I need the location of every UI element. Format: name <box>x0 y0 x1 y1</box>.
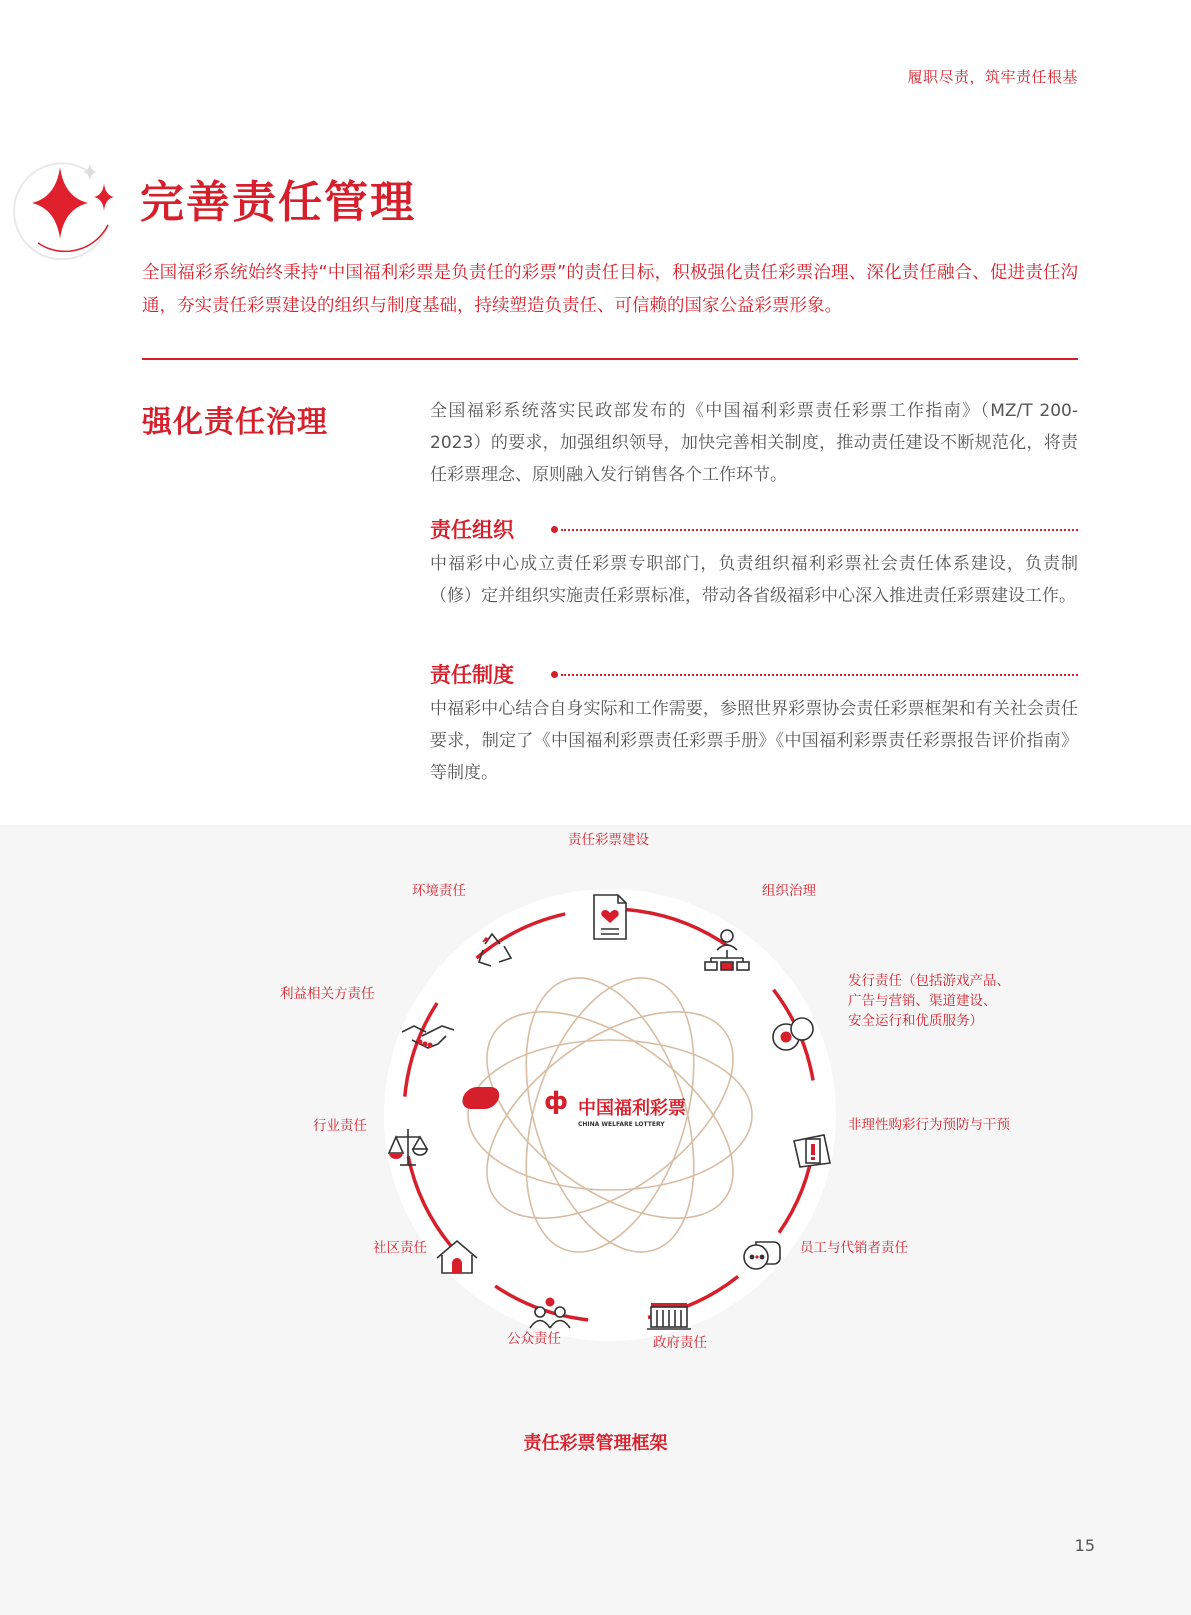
label-issuance-line-1: 发行责任（包括游戏产品、 <box>848 973 1010 989</box>
framework-panel <box>0 825 1191 1615</box>
star-emblem-icon <box>8 155 120 260</box>
framework-caption: 责任彩票管理框架 <box>523 1433 668 1454</box>
subsection-text: 中福彩中心结合自身实际和工作需要，参照世界彩票协会责任彩票框架和有关社会责任要求，制定了《中国福利彩票责任彩票手册》《中国福利彩票责任彩票报告评价指南》等制度。 <box>430 699 1078 783</box>
label-issuance-line-3: 安全运行和优质服务） <box>848 1013 983 1029</box>
subsection-title: 责任组织 <box>430 518 514 542</box>
label-industry: 行业责任 <box>313 1118 367 1134</box>
label-org-governance: 组织治理 <box>762 883 816 899</box>
bullet-dot <box>551 526 558 533</box>
label-staff-retailer: 员工与代销者责任 <box>800 1240 908 1256</box>
government-building-icon <box>647 1303 691 1329</box>
section-body: 全国福彩系统落实民政部发布的《中国福利彩票责任彩票工作指南》（MZ/T 200-2023）的要求，加强组织领导，加快完善相关制度，推动责任建设不断规范化，将责任彩票理念、原则融入发行销售各个工作环节。 <box>430 401 1078 485</box>
bullet-dot <box>551 671 558 678</box>
svg-text:ф: ф <box>544 1087 568 1115</box>
framework-diagram <box>0 825 1191 1615</box>
intro-paragraph: 全国福彩系统始终秉持“中国福利彩票是负责任的彩票”的责任目标，积极强化责任彩票治理、深化责任融合、促进责任沟通，夯实责任彩票建设的组织与制度基础，持续塑造负责任、可信赖的国家公益彩票形象。 <box>142 263 1078 316</box>
page-number: 15 <box>1074 1536 1095 1555</box>
label-environment: 环境责任 <box>412 883 466 899</box>
subsection-organization <box>430 514 1078 612</box>
page-title: 完善责任管理 <box>140 177 416 228</box>
section-title: 强化责任治理 <box>142 405 328 440</box>
dotted-rule <box>561 674 1078 676</box>
label-lottery-building: 责任彩票建设 <box>568 832 649 848</box>
label-government: 政府责任 <box>653 1335 707 1351</box>
label-irrational-play: 非理性购彩行为预防与干预 <box>848 1117 1010 1133</box>
label-issuance-line-2: 广告与营销、渠道建设、 <box>848 993 997 1009</box>
header-tagline: 履职尽责，筑牢责任根基 <box>907 68 1078 86</box>
logo-en-text: CHINA WELFARE LOTTERY <box>578 1121 665 1128</box>
dotted-rule <box>561 529 1078 531</box>
label-stakeholder: 利益相关方责任 <box>280 986 375 1002</box>
logo-cn-text: 中国福利彩票 <box>578 1098 686 1119</box>
label-community: 社区责任 <box>373 1240 427 1256</box>
subsection-text: 中福彩中心成立责任彩票专职部门，负责组织福利彩票社会责任体系建设，负责制（修）定并组织实施责任彩票标准，带动各省级福彩中心深入推进责任彩票建设工作。 <box>430 554 1078 606</box>
subsection-title: 责任制度 <box>430 663 514 687</box>
label-public: 公众责任 <box>507 1331 561 1347</box>
section-divider <box>142 358 1078 360</box>
subsection-system <box>430 659 1078 789</box>
document-heart-icon <box>594 895 626 939</box>
warning-card-icon <box>794 1135 830 1167</box>
